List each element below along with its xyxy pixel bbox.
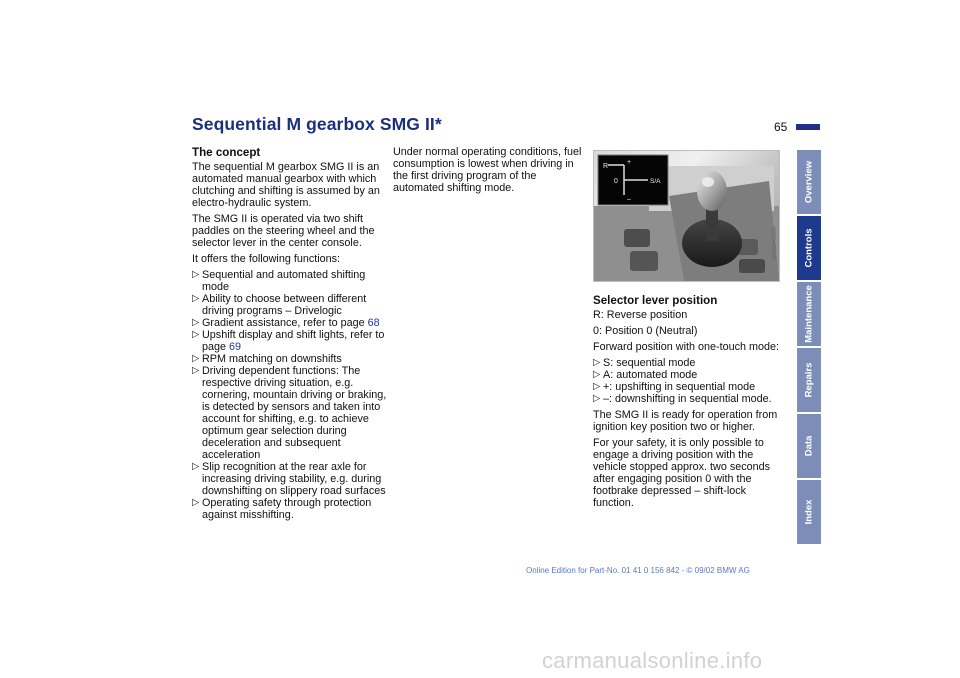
list-item-text: Ability to choose between different driving programs – Drivelogic <box>202 293 367 317</box>
edition-footer: Online Edition for Part-No. 01 41 0 156 842 - © 09/02 BMW AG <box>526 566 750 575</box>
list-item <box>593 369 783 381</box>
selector-heading: Selector lever position <box>593 294 718 307</box>
list-item <box>593 393 783 405</box>
page-link-68[interactable]: 68 <box>367 317 380 329</box>
concept-heading: The concept <box>192 146 261 159</box>
list-item-text: Driving dependent functions: The respective driving situation, e.g. cornering, mountain driving or braking, is detected by sensors and taken into account for shifting, e.g. to achieve optimum gear selection during deceleration and subsequent acceleration <box>202 365 387 461</box>
page-link-69[interactable]: 69 <box>229 341 242 353</box>
list-item-text: Gradient assistance, refer to page <box>202 317 368 329</box>
list-item-text: Slip recognition at the rear axle for increasing driving stability, e.g. during downshifting on slippery road surfaces <box>202 461 386 497</box>
inset-label-minus: – <box>627 196 631 203</box>
bullet-arrow-icon: ▷ <box>593 357 601 368</box>
inset-label-sa: S/A <box>650 178 661 185</box>
list-item-text: Sequential and automated shifting mode <box>202 269 366 293</box>
bullet-arrow-icon: ▷ <box>192 497 200 508</box>
tab-index[interactable] <box>797 480 821 544</box>
list-item <box>192 329 388 353</box>
column-concept <box>192 146 388 525</box>
bullet-arrow-icon: ▷ <box>192 269 200 280</box>
selector-paragraph-1: R: Reverse position <box>593 309 688 321</box>
bullet-arrow-icon: ▷ <box>192 317 200 328</box>
function-list <box>192 269 388 521</box>
selector-paragraph-2: 0: Position 0 (Neutral) <box>593 325 698 337</box>
consumption-paragraph: Under normal operating conditions, fuel consumption is lowest when driving in the first driving program of the automated shifting mode. <box>393 146 582 194</box>
tab-label: Data <box>803 435 815 457</box>
selector-paragraph-4: The SMG II is ready for operation from ignition key position two or higher. <box>593 409 778 433</box>
list-item <box>593 381 783 393</box>
bullet-arrow-icon: ▷ <box>192 293 200 304</box>
bullet-arrow-icon: ▷ <box>593 393 601 404</box>
figure-code: MV09840CMA <box>772 226 778 259</box>
tab-label: Overview <box>803 160 815 204</box>
list-item <box>192 269 388 293</box>
tab-maintenance[interactable] <box>797 282 821 346</box>
bullet-arrow-icon: ▷ <box>593 381 601 392</box>
list-item-text: +: upshifting in sequential mode <box>603 381 756 393</box>
list-item-text: S: sequential mode <box>603 357 696 369</box>
site-watermark: carmanualsonline.info <box>542 648 763 673</box>
list-item <box>192 317 388 329</box>
selector-lever-illustration <box>594 151 779 281</box>
inset-label-r: R <box>603 163 609 170</box>
list-item <box>192 461 388 497</box>
tab-data[interactable] <box>797 414 821 478</box>
selector-lever-photo <box>593 150 780 282</box>
mode-list <box>593 357 783 405</box>
column-selector <box>593 294 783 513</box>
list-item-text: Operating safety through protection against misshifting. <box>202 497 372 521</box>
list-item-text: RPM matching on downshifts <box>202 353 342 365</box>
page-number: 65 <box>774 120 788 134</box>
bullet-arrow-icon: ▷ <box>593 369 601 380</box>
selector-paragraph-3: Forward position with one-touch mode: <box>593 341 780 353</box>
inset-label-zero: 0 <box>614 178 618 185</box>
tab-label: Index <box>803 499 815 525</box>
tab-label: Maintenance <box>803 285 815 343</box>
list-item <box>192 365 388 461</box>
concept-paragraph-1: The sequential M gearbox SMG II is an automated manual gearbox with which clutching and shifting is assumed by an electro-hydraulic system. <box>192 161 380 209</box>
tab-repairs[interactable] <box>797 348 821 412</box>
list-item <box>192 293 388 317</box>
tab-label: Controls <box>803 228 815 268</box>
list-item <box>593 357 783 369</box>
tab-label: Repairs <box>803 362 815 398</box>
page-title: Sequential M gearbox SMG II* <box>192 114 442 134</box>
bullet-arrow-icon: ▷ <box>192 353 200 364</box>
tab-controls[interactable] <box>797 216 821 280</box>
list-item-text: –: downshifting in sequential mode. <box>603 393 772 405</box>
title-accent-bar <box>796 124 820 130</box>
inset-label-plus: + <box>627 159 632 166</box>
list-item-text: A: automated mode <box>603 369 698 381</box>
column-consumption <box>393 146 589 198</box>
bullet-arrow-icon: ▷ <box>192 365 200 376</box>
bullet-arrow-icon: ▷ <box>192 329 200 340</box>
list-item <box>192 353 388 365</box>
tab-overview[interactable] <box>797 150 821 214</box>
selector-paragraph-5: For your safety, it is only possible to engage a driving position with the vehicle stopped approx. two seconds after engaging position 0 with the footbrake depressed – shift-lock function. <box>593 437 771 509</box>
concept-paragraph-3: It offers the following functions: <box>192 253 341 265</box>
concept-paragraph-2: The SMG II is operated via two shift paddles on the steering wheel and the selector lever in the center console. <box>192 213 375 249</box>
list-item <box>192 497 388 521</box>
list-item-text: Upshift display and shift lights, refer to page <box>202 329 385 353</box>
bullet-arrow-icon: ▷ <box>192 461 200 472</box>
